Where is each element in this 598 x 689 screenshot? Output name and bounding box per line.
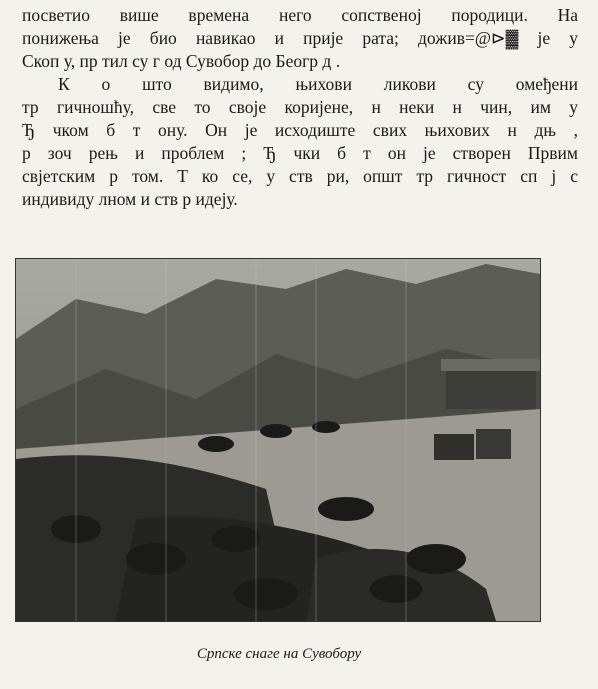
text-line: индивиду лном и ств р идеју.: [22, 189, 238, 209]
text-line: свјетским р том. Т ко се, у ств ри, општ тр гичност сп ј с: [22, 166, 578, 186]
text-line: Ђ чком б т ону. Он је исходиште свих њихових н дњ ,: [22, 120, 578, 140]
text-line: Скоп у, пр тил су г од Сувобор до Беогр д .: [22, 51, 341, 71]
text-line: понижења је био навикао и прије рата; дожив=@⊳▓ је у: [22, 28, 578, 48]
body-text: [22, 4, 578, 211]
text-line: К о што видимо, њихови ликови су омеђени: [58, 74, 578, 94]
photo-caption: Српске снаге на Сувобору: [196, 646, 362, 662]
historical-photo: [15, 258, 541, 622]
text-line: р зоч рењ и проблем ; Ђ чки б т он је створен Првим: [22, 143, 578, 163]
text-line: посветио више времена него сопственој породици. На: [22, 5, 578, 25]
text-line: тр гичношћу, све то своје коријене, н неки н чин, им у: [22, 97, 578, 117]
photo-scene: [16, 259, 540, 621]
